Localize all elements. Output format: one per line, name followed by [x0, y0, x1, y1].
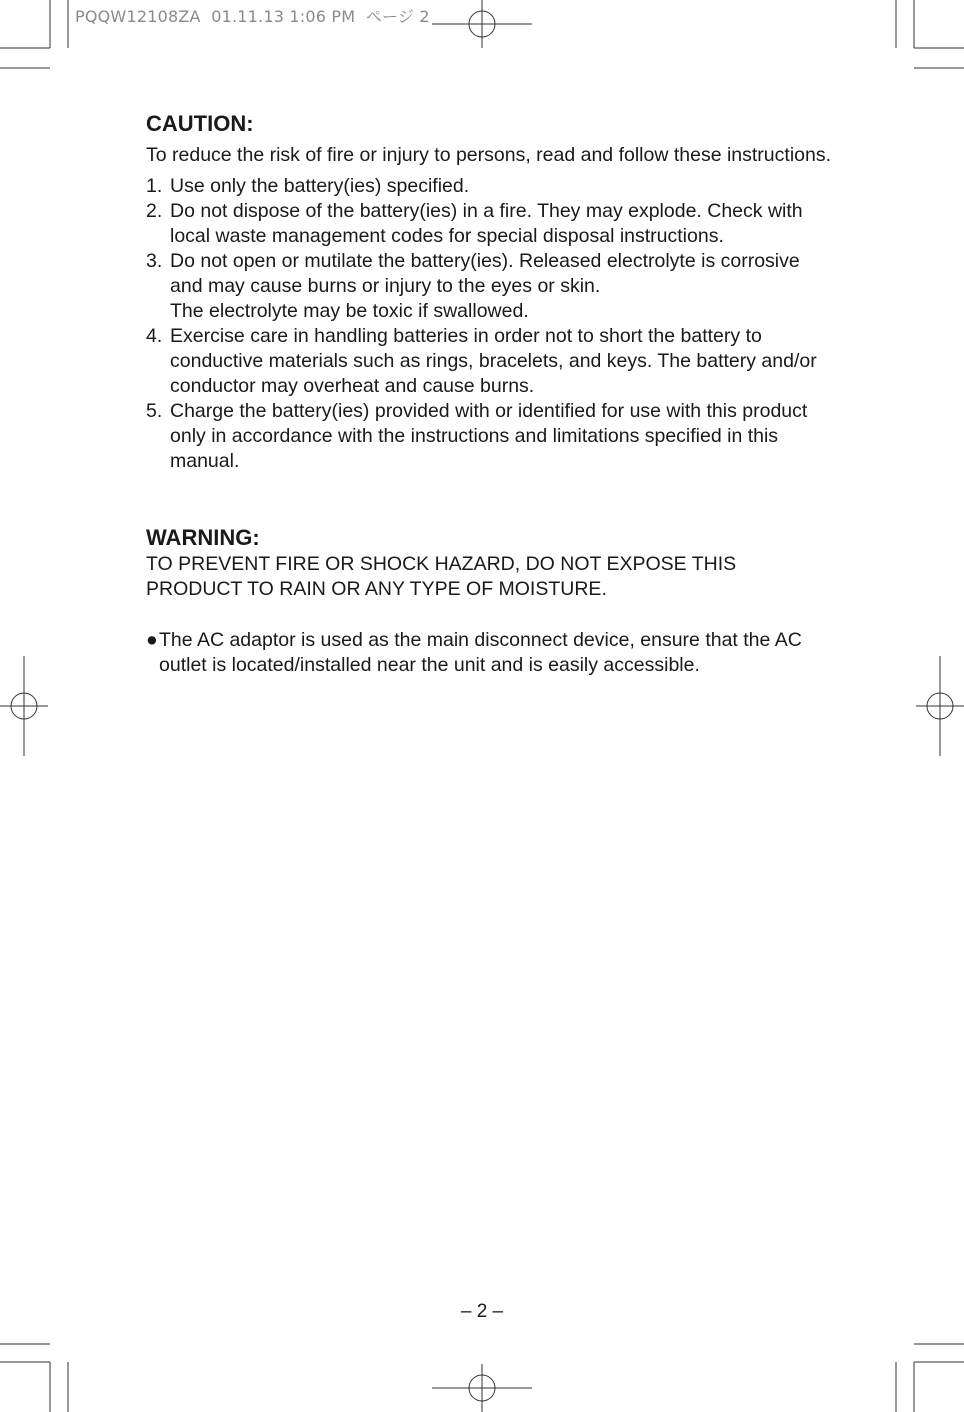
- warning-title: WARNING:: [146, 525, 260, 550]
- ac-adaptor-note-text: The AC adaptor is used as the main disconnect device, ensure that the AC outlet is located/installed near the unit and is easily accessible.: [159, 629, 802, 676]
- warning-text: TO PREVENT FIRE OR SHOCK HAZARD, DO NOT EXPOSE THIS PRODUCT TO RAIN OR ANY TYPE OF MOISTURE.: [146, 553, 737, 600]
- caution-section: [146, 110, 836, 474]
- registration-mark-bottom: [432, 1364, 532, 1412]
- caution-title: CAUTION:: [146, 111, 254, 136]
- page-content: [146, 110, 836, 678]
- page-number: – 2 –: [460, 1301, 504, 1322]
- list-item-text: Do not open or mutilate the battery(ies). Released electrolyte is corrosive and may cause burns or injury to the eyes or skin.: [170, 250, 800, 297]
- caution-list: [146, 174, 836, 474]
- list-item: [146, 174, 836, 199]
- list-item-number: 3.: [146, 250, 163, 272]
- warning-section: [146, 524, 836, 602]
- list-item-number: 1.: [146, 175, 163, 197]
- list-item: [146, 399, 836, 474]
- registration-mark-left: [0, 656, 48, 756]
- print-slug: PQQW12108ZA 01.11.13 1:06 PM ページ 2: [75, 7, 430, 26]
- list-item: [146, 249, 836, 324]
- list-item-text: Use only the battery(ies) specified.: [170, 175, 470, 197]
- registration-mark-top: [432, 0, 532, 48]
- list-item-number: 2.: [146, 200, 163, 222]
- list-item-text: Charge the battery(ies) provided with or identified for use with this product only in accordance with the instructions and limitations specified in this manual.: [170, 400, 808, 472]
- list-item-extra-text: The electrolyte may be toxic if swallowed.: [170, 300, 529, 322]
- list-item: [146, 199, 836, 249]
- list-item-number: 4.: [146, 325, 163, 347]
- list-item-text: Exercise care in handling batteries in order not to short the battery to conductive materials such as rings, bracelets, and keys. The battery and/or conductor may overheat and cause burns.: [170, 325, 817, 397]
- ac-adaptor-note: [146, 628, 836, 678]
- caution-intro: To reduce the risk of fire or injury to persons, read and follow these instructions.: [146, 144, 832, 166]
- list-item-number: 5.: [146, 400, 163, 422]
- registration-mark-right: [916, 656, 964, 756]
- list-item: [146, 324, 836, 399]
- bullet-icon: ●: [146, 629, 158, 651]
- list-item-text: Do not dispose of the battery(ies) in a fire. They may explode. Check with local waste management codes for special disposal instructions.: [170, 200, 803, 247]
